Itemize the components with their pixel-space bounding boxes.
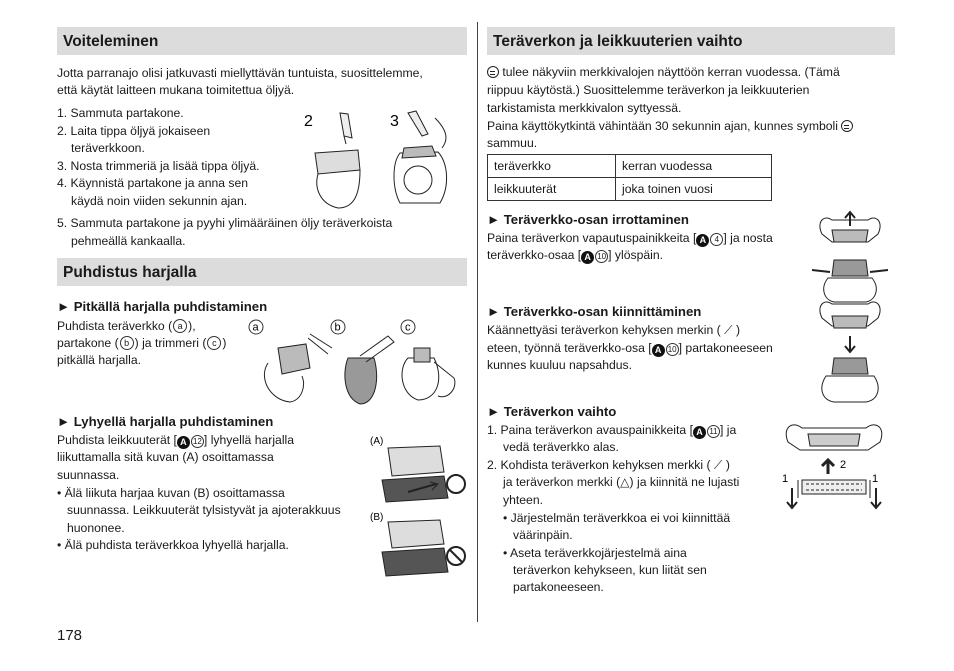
replace-step: ja teräverkon merkki (△) ja kiinnitä ne lujasti — [503, 475, 740, 489]
fig-label-B: (B) — [370, 512, 384, 523]
subsection-title: ► Pitkällä harjalla puhdistaminen — [57, 299, 268, 314]
replacement-indicator-icon — [487, 66, 499, 78]
column-divider — [477, 22, 478, 622]
frame-mark-icon: ⟋ — [713, 458, 723, 472]
replace-bullet: teräverkon kehykseen, kun liität sen — [513, 563, 707, 577]
short-brush-text: Puhdista leikkuuterät [ A 12 ] lyhyellä harjalla — [57, 433, 295, 447]
step-item: teräverkkoon. — [71, 141, 145, 155]
short-brush-bullet: huononee. — [67, 521, 125, 535]
long-brush-text: pitkällä harjalla. — [57, 353, 142, 367]
section-header-vaihto — [487, 27, 895, 55]
replace-bullet: partakoneeseen. — [513, 580, 604, 594]
brushing-illustration — [248, 318, 460, 408]
replace-step: 1. Paina teräverkon avauspainikkeita [ A 11 ] ja — [487, 423, 737, 437]
attach-text: Käännettyäsi teräverkon kehyksen merkin ( ⟋ ) — [487, 323, 741, 337]
step-item: käydä noin viiden sekunnin ajan. — [71, 194, 248, 208]
fig-label-A: (A) — [370, 436, 384, 447]
step-item: 4. Käynnistä partakone ja anna sen — [57, 176, 249, 190]
replace-intro: tulee näkyviin merkkivalojen näyttöön kerran vuodessa. (Tämä — [487, 64, 840, 81]
replace-bullet: • Järjestelmän teräverkkoa ei voi kiinnittää — [503, 511, 731, 525]
oiling-illustration — [300, 108, 465, 213]
intro-line: että käytät laitteen mukana toimitettua öljyä. — [57, 83, 295, 97]
fig-label-c: c — [405, 321, 411, 334]
replace-intro: sammuu. — [487, 136, 538, 150]
step-item: 3. Nosta trimmeriä ja lisää tippa öljyä. — [57, 159, 260, 173]
section-title: Puhdistus harjalla — [63, 264, 197, 281]
long-brush-text: Puhdista teräverkko ( a ), — [57, 319, 196, 333]
table-cell: leikkuuterät — [488, 178, 616, 201]
short-brush-text: suunnassa. — [57, 468, 120, 482]
short-brush-text: liikuttamalla sitä kuvan (A) osoittamassa — [57, 450, 274, 464]
replace-intro: riippuu käytöstä.) Suosittelemme teräverkon ja leikkuuterien — [487, 83, 810, 97]
fig-label-1: 1 — [782, 473, 789, 485]
page-number: 178 — [57, 627, 83, 644]
fig-label-2: 2 — [304, 113, 313, 130]
subsection-title: ► Teräverkko-osan irrottaminen — [487, 212, 689, 227]
section-title: Teräverkon ja leikkuuterien vaihto — [493, 33, 743, 50]
replace-bullet: väärinpäin. — [513, 528, 573, 542]
table-cell: joka toinen vuosi — [616, 178, 772, 201]
replace-step: 2. Kohdista teräverkon kehyksen merkki ( ⟋ ) — [487, 458, 730, 472]
replacement-table — [487, 154, 772, 201]
attach-text: kunnes kuuluu napsahdus. — [487, 358, 633, 372]
short-brush-illustration — [368, 432, 470, 592]
short-brush-bullet: • Älä liikuta harjaa kuvan (B) osoittamassa — [57, 486, 285, 500]
foil-remove-attach-illustration — [810, 208, 890, 406]
subsection-title: ► Lyhyellä harjalla puhdistaminen — [57, 414, 274, 429]
replace-step: yhteen. — [503, 493, 543, 507]
remove-text: Paina teräverkon vapautuspainikkeita [ A 4 ] ja nosta — [487, 231, 773, 245]
intro-line: Jotta parranajo olisi jatkuvasti miellyttävän tuntuista, suosittelemme, — [57, 66, 423, 80]
section-header-puhdistus — [57, 258, 467, 286]
triangle-mark-icon: △ — [620, 475, 630, 489]
section-title: Voiteleminen — [63, 33, 159, 50]
attach-text: eteen, työnnä teräverkko-osa [ A 10 ] partakoneeseen — [487, 341, 773, 355]
foil-replace-illustration — [778, 418, 890, 518]
short-brush-bullet: suunnassa. Leikkuuterät tylsistyvät ja ajoterakkuus — [67, 503, 341, 517]
table-cell: kerran vuodessa — [616, 155, 772, 178]
fig-label-b: b — [334, 321, 341, 334]
step-item: pehmeällä kankaalla. — [71, 234, 186, 248]
fig-label-1: 1 — [872, 473, 879, 485]
replace-intro: Paina käyttökytkintä vähintään 30 sekunnin ajan, kunnes symboli — [487, 118, 853, 135]
subsection-title: ► Teräverkko-osan kiinnittäminen — [487, 304, 702, 319]
replace-bullet: • Aseta teräverkkojärjestelmä aina — [503, 546, 687, 560]
frame-mark-icon: ⟋ — [724, 323, 733, 337]
step-item: 2. Laita tippa öljyä jokaiseen — [57, 124, 211, 138]
table-row — [488, 155, 772, 178]
table-row — [488, 178, 772, 201]
fig-label-2: 2 — [840, 459, 847, 471]
replacement-indicator-icon — [841, 120, 853, 132]
section-header-voiteleminen — [57, 27, 467, 55]
long-brush-text: partakone ( b ) ja trimmeri ( c ) — [57, 336, 227, 350]
replace-intro: tarkistamista merkkivalon syttyessä. — [487, 101, 682, 115]
remove-text: teräverkko-osaa [ A 10 ] ylöspäin. — [487, 248, 664, 262]
step-item: 5. Sammuta partakone ja pyyhi ylimääräinen öljy teräverkoista — [57, 216, 393, 230]
table-cell: teräverkko — [488, 155, 616, 178]
fig-label-a: a — [252, 321, 259, 334]
step-item: 1. Sammuta partakone. — [57, 106, 184, 120]
short-brush-bullet: • Älä puhdista teräverkkoa lyhyellä harjalla. — [57, 538, 289, 552]
subsection-title: ► Teräverkon vaihto — [487, 404, 617, 419]
replace-step: vedä teräverkko alas. — [503, 440, 619, 454]
fig-label-3: 3 — [390, 113, 399, 130]
